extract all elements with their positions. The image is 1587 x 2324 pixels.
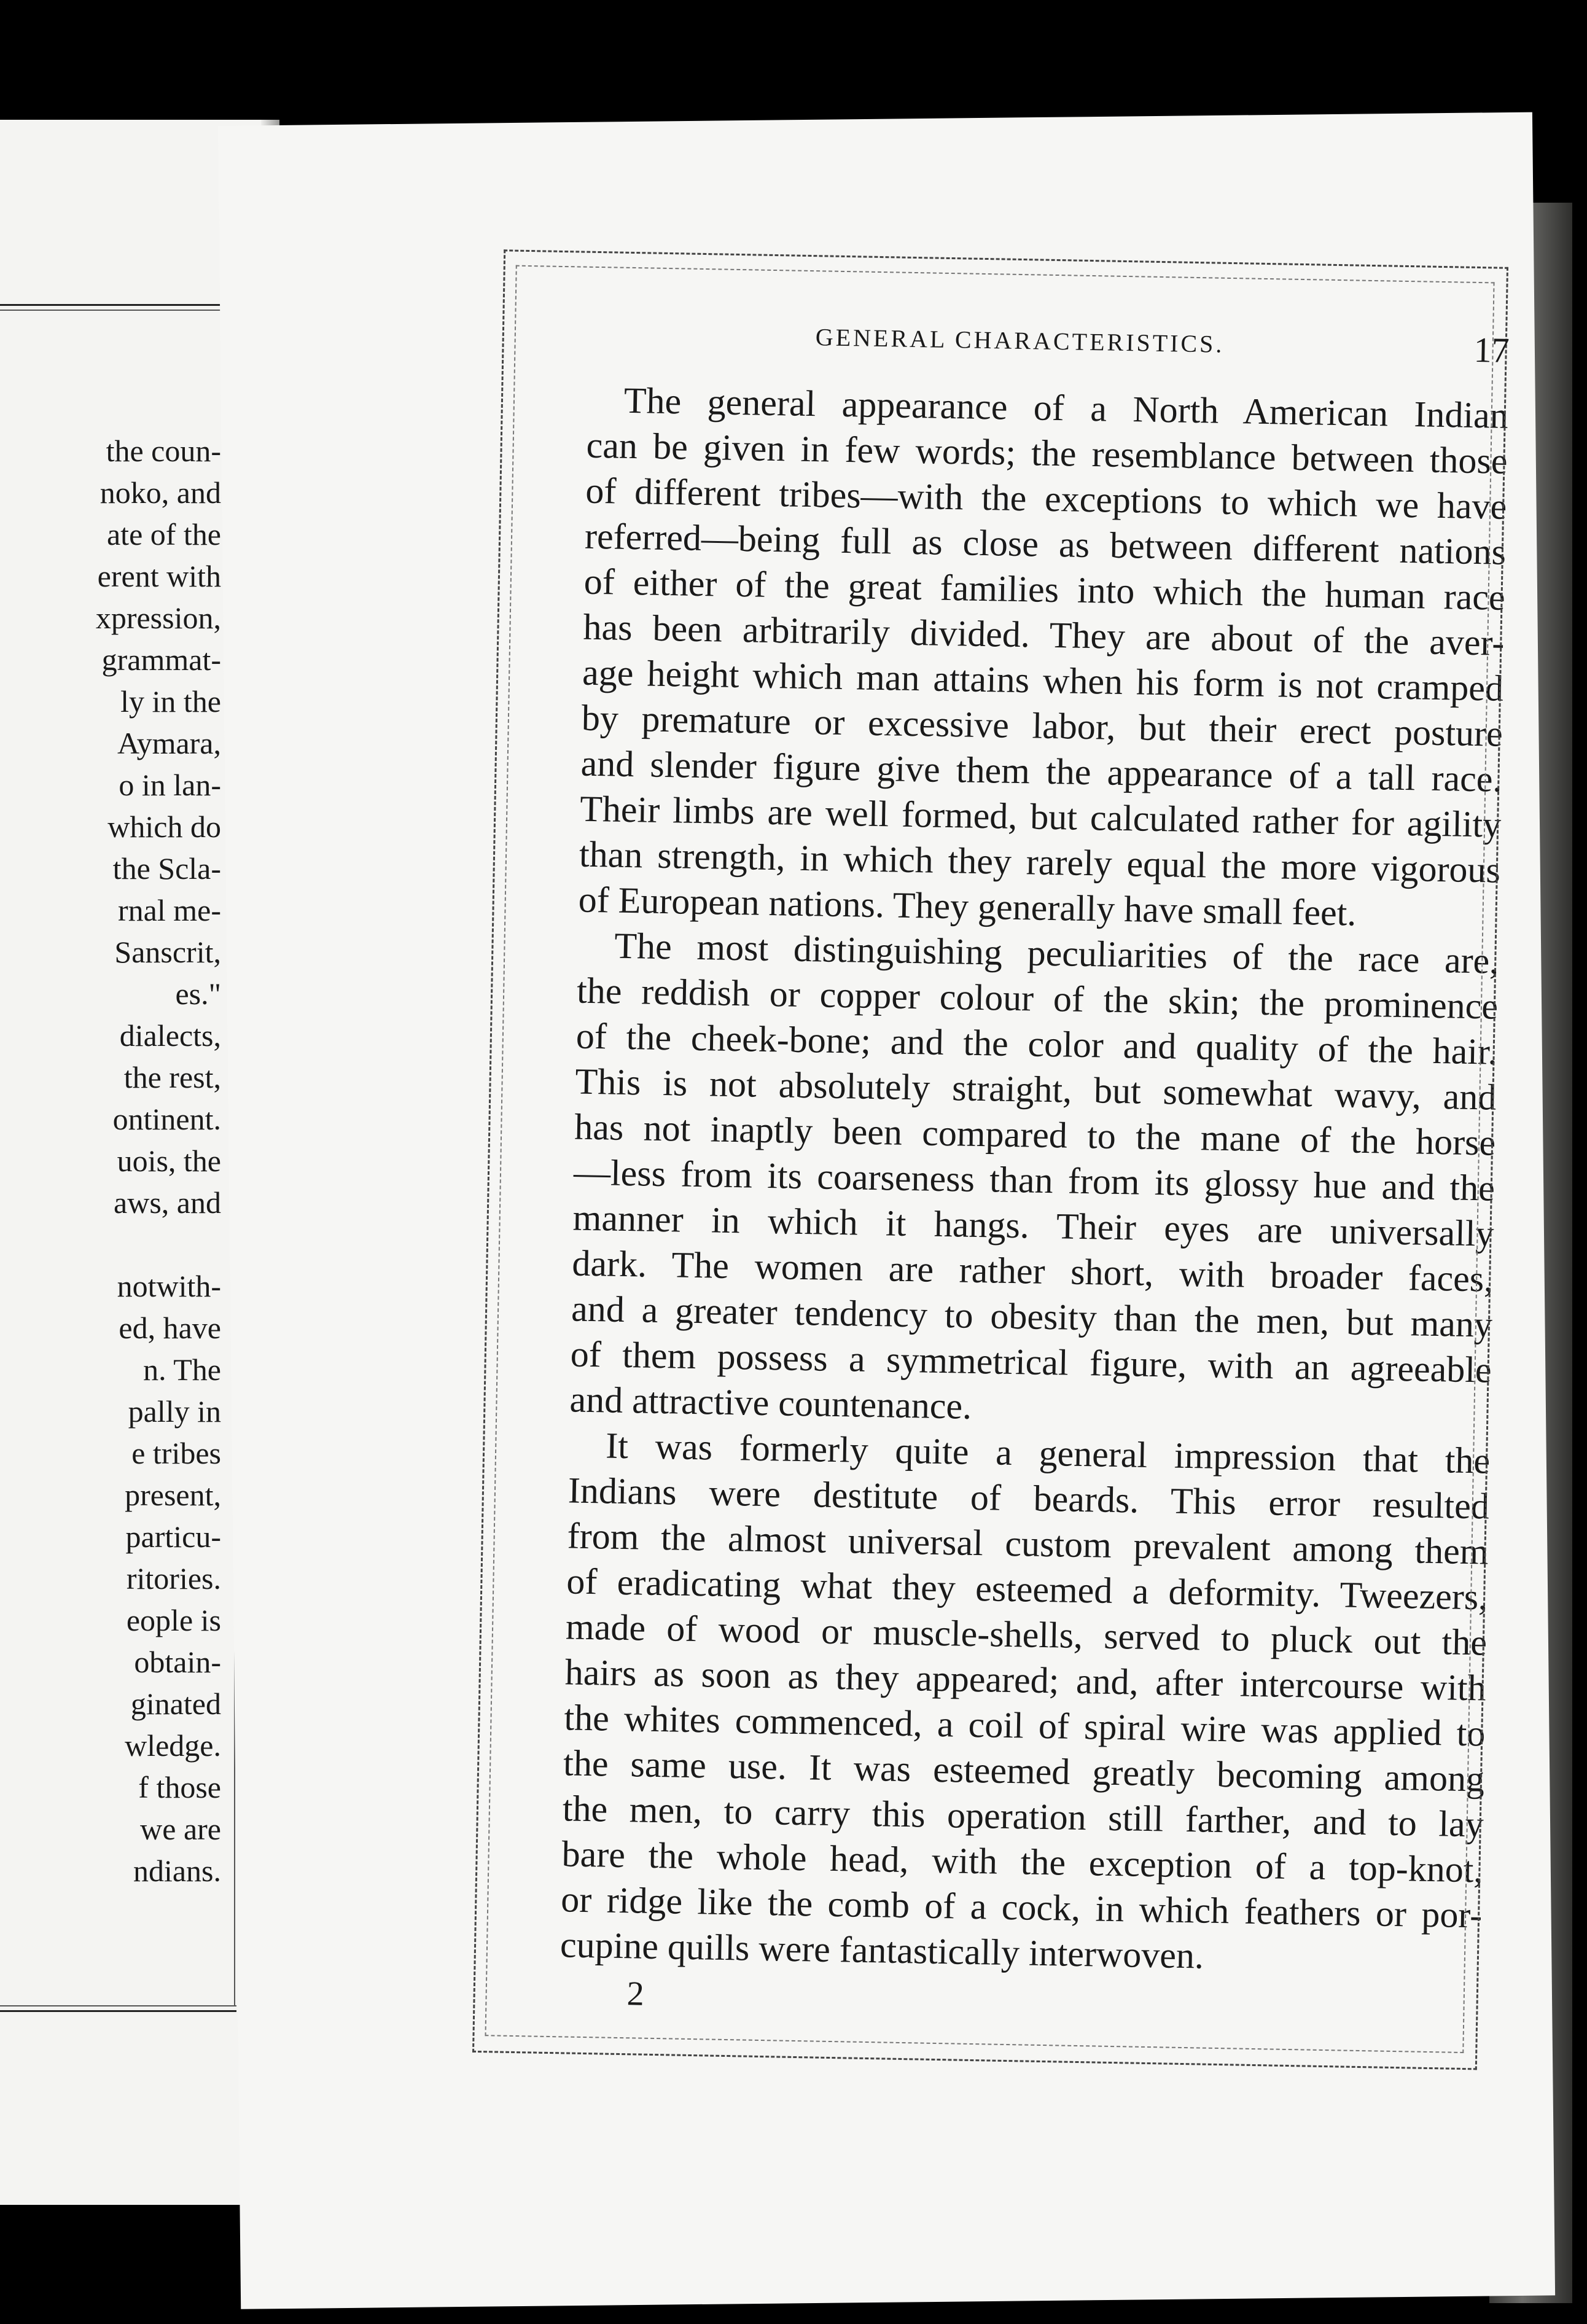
text-line: manner in which it hangs. Their eyes are universally	[572, 1197, 1495, 1254]
left-page-line: ginated	[130, 1686, 221, 1721]
text-line: the whites commenced, a coil of spiral wire was applied to	[563, 1697, 1486, 1754]
text-line: the men, to carry this operation still farther, and to lay	[562, 1788, 1484, 1845]
left-page-line: the rest,	[123, 1060, 221, 1094]
left-page-line: which do	[107, 809, 221, 844]
left-page-line: uois, the	[117, 1144, 221, 1178]
left-page-line: ontinent.	[112, 1102, 221, 1136]
text-line: referred—being full as close as between different nations	[584, 515, 1507, 572]
left-page-line: Sanscrit,	[114, 935, 221, 969]
left-page-line: ly in the	[120, 684, 221, 719]
left-page-line: present,	[125, 1478, 221, 1512]
left-page-line: aws, and	[114, 1185, 221, 1220]
text-line: can be given in few words; the resemblance between those	[586, 424, 1508, 482]
text-line: It was formerly quite a general impression that the	[605, 1425, 1491, 1481]
text-line: of the cheek-bone; and the color and quality of the hair.	[575, 1015, 1498, 1072]
left-page-line: notwith-	[117, 1269, 221, 1303]
text-line: Their limbs are well formed, but calculated rather for agility	[579, 788, 1502, 845]
left-page-line: rnal me-	[118, 893, 221, 927]
left-page-line: ritories.	[126, 1561, 221, 1596]
main-page	[218, 112, 1555, 2309]
text-line: The most distinguishing peculiarities of the race are,	[614, 925, 1499, 981]
left-page-line: the Scla-	[112, 851, 221, 886]
left-page-line: the coun-	[106, 434, 221, 468]
text-line: bare the whole head, with the exception of a top-knot,	[561, 1833, 1484, 1890]
left-page-line: we are	[140, 1812, 221, 1846]
left-page-line	[0, 1223, 221, 1265]
left-page-line: e tribes	[131, 1436, 221, 1470]
text-line: by premature or excessive labor, but their erect posture	[581, 697, 1503, 754]
left-page-line: f those	[138, 1770, 221, 1804]
text-line: and a greater tendency to obesity than the men, but many	[571, 1288, 1493, 1345]
text-line: and attractive countenance.	[569, 1379, 972, 1427]
signature-mark: 2	[626, 1975, 645, 2013]
left-page-text	[0, 430, 221, 1892]
text-line: made of wood or muscle-shells, served to pluck out the	[565, 1606, 1488, 1663]
text-line: than strength, in which they rarely equal the more vigorous	[579, 833, 1501, 891]
left-page-line: ndians.	[133, 1854, 221, 1888]
left-frame-bottom-rule	[0, 2005, 236, 2012]
text-line: of European nations. They generally have small feet.	[578, 879, 1357, 934]
text-line: —less from its coarseness than from its glossy hue and the	[573, 1152, 1495, 1209]
left-page-line: particu-	[125, 1519, 221, 1554]
left-page-line: es."	[175, 977, 221, 1011]
text-line: the same use. It was esteemed greatly becoming among	[563, 1742, 1485, 1800]
left-frame-top-rule	[0, 304, 236, 311]
left-page-line: xpression,	[95, 601, 221, 635]
left-page-line: noko, and	[99, 475, 221, 510]
text-line: cupine quills were fantastically interwoven.	[560, 1924, 1204, 1976]
left-page-line: o in lan-	[119, 768, 221, 802]
text-line: of them possess a symmetrical figure, with an agreeable	[570, 1333, 1492, 1390]
left-page-line: dialects,	[119, 1018, 221, 1053]
text-line: hairs as soon as they appeared; and, after intercourse with	[564, 1651, 1487, 1709]
text-line: of eradicating what they esteemed a deformity. Tweezers,	[566, 1561, 1488, 1618]
text-line: from the almost universal custom prevalent among them	[567, 1515, 1489, 1572]
text-line: the reddish or copper colour of the skin; the prominence	[576, 970, 1499, 1027]
text-line: This is not absolutely straight, but somewhat wavy, and	[575, 1061, 1497, 1118]
running-title: GENERAL CHARACTERISTICS.	[815, 323, 1225, 358]
left-page-line: ate of the	[106, 517, 221, 552]
left-page-line: pally in	[128, 1394, 221, 1429]
page-number: 17	[1473, 329, 1510, 370]
text-line: Indians were destitute of beards. This error resulted	[567, 1470, 1490, 1527]
text-line: The general appearance of a North American Indian	[623, 380, 1509, 436]
text-line: of either of the great families into which the human race	[583, 561, 1506, 618]
page-frame-inner	[485, 265, 1494, 2053]
left-page-line: Aymara,	[117, 726, 221, 760]
text-block	[559, 319, 1510, 2030]
text-line: or ridge like the comb of a cock, in which feathers or por-	[560, 1879, 1483, 1936]
left-page-line: n. The	[143, 1352, 221, 1387]
text-line: of different tribes—with the exceptions to which we have	[585, 470, 1507, 527]
text-line: dark. The women are rather short, with broader faces,	[571, 1242, 1494, 1300]
left-page-line: wledge.	[125, 1728, 221, 1763]
left-page-line: erent with	[97, 559, 221, 593]
left-page-line: eople is	[126, 1603, 221, 1637]
text-line: has been arbitrarily divided. They are about of the aver-	[582, 606, 1505, 663]
left-page-line: grammat-	[101, 642, 221, 677]
text-line: age height which man attains when his form is not cramped	[582, 652, 1504, 709]
text-line: and slender figure give them the appearance of a tall race.	[580, 743, 1503, 800]
left-page-line: obtain-	[134, 1645, 221, 1679]
text-line: has not inaptly been compared to the mane of the horse	[574, 1106, 1496, 1163]
left-page-line: ed, have	[119, 1311, 221, 1345]
